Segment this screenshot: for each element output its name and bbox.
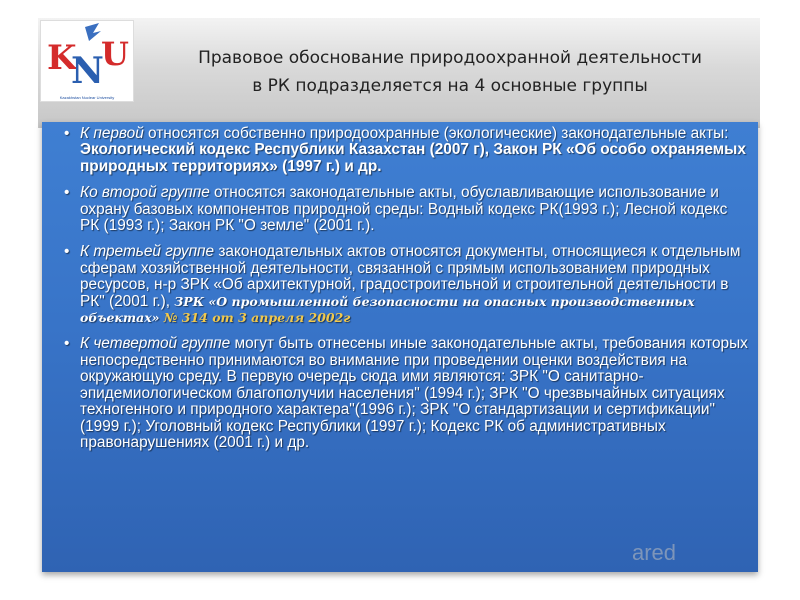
bullet-dot-icon: •	[64, 335, 70, 353]
university-logo	[40, 20, 134, 102]
logo-letter-n: N	[71, 50, 104, 92]
point-3-law-title: ЗРК «О промышленной безопасности на опасных производственных объектах»	[80, 293, 695, 326]
bullet-point-1	[42, 126, 758, 175]
point-1-bold: Экологический кодекс Республики Казахстан (2007 г), Закон РК «Об особо охраняемых природных территориях» (1997 г.) и др.	[80, 141, 746, 175]
slide-title	[140, 44, 760, 100]
bullet-point-4	[42, 336, 758, 451]
point-3-law-number: № 314 от 3 апреля 2002г	[159, 310, 351, 326]
point-2-text: относятся законодательные акты, обуславливающие использование и охрану базовых компонентов природной среды: Водный кодекс РК(1993 г.); Лесной кодекс РК (1993 г.); Закон РК "О земле" (2001 г.).	[80, 184, 728, 235]
logo-letter-k: K	[47, 38, 77, 78]
bullet-dot-icon: •	[64, 184, 70, 202]
bullet-point-3	[42, 244, 758, 326]
bullet-point-2	[42, 185, 758, 234]
point-4-text: могут быть отнесены иные законодательные акты, требования которых непосредственно принимаются во внимание при проведении оценки воздействия на окружающую среду. В первую очередь сюда ими являются: ЗРК "О санитарно-эпидемиологическом благополучии населения" (1994 г.); ЗРК "О чрезвычайных ситуациях техногенного и природного характера"(1996 г.); ЗРК "О стандартизации и сертификации" (1999 г.); Уголовный кодекс Республики (1997 г.); Кодекс РК об административных правонарушениях (2001 г.) и др.	[80, 335, 748, 451]
point-3-lead: К третьей группе	[80, 243, 215, 261]
logo-letter-u: U	[101, 35, 129, 73]
point-1-text: относятся собственно природоохранные (экологические) законодательные акты:	[143, 125, 729, 142]
watermark: ared	[632, 540, 677, 565]
point-2-lead: Ко второй группе	[80, 184, 210, 202]
bullet-dot-icon: •	[64, 243, 70, 261]
logo-caption: Kazakhstan Nuclear University	[59, 95, 115, 100]
knu-logo-icon	[41, 21, 133, 93]
slide-title-line-2: в РК подразделяется на 4 основные группы	[252, 76, 648, 96]
point-1-lead: К первой	[80, 125, 144, 142]
content-box	[42, 122, 758, 572]
logo-bird-icon	[85, 23, 101, 41]
slide-title-line-1: Правовое обоснование природоохранной деятельности	[198, 48, 702, 68]
bullet-list	[42, 126, 758, 461]
point-3-text: законодательных актов относятся документы, относящиеся к отдельным сферам хозяйственной деятельности, связанной с прямым использованием природных ресурсов, н-р ЗРК «Об архитектурной, градостроительной и строительной деятельности в РК" (2001 г.),	[80, 243, 741, 310]
point-4-lead: К четвертой группе	[80, 335, 231, 353]
bullet-dot-icon: •	[64, 125, 70, 142]
